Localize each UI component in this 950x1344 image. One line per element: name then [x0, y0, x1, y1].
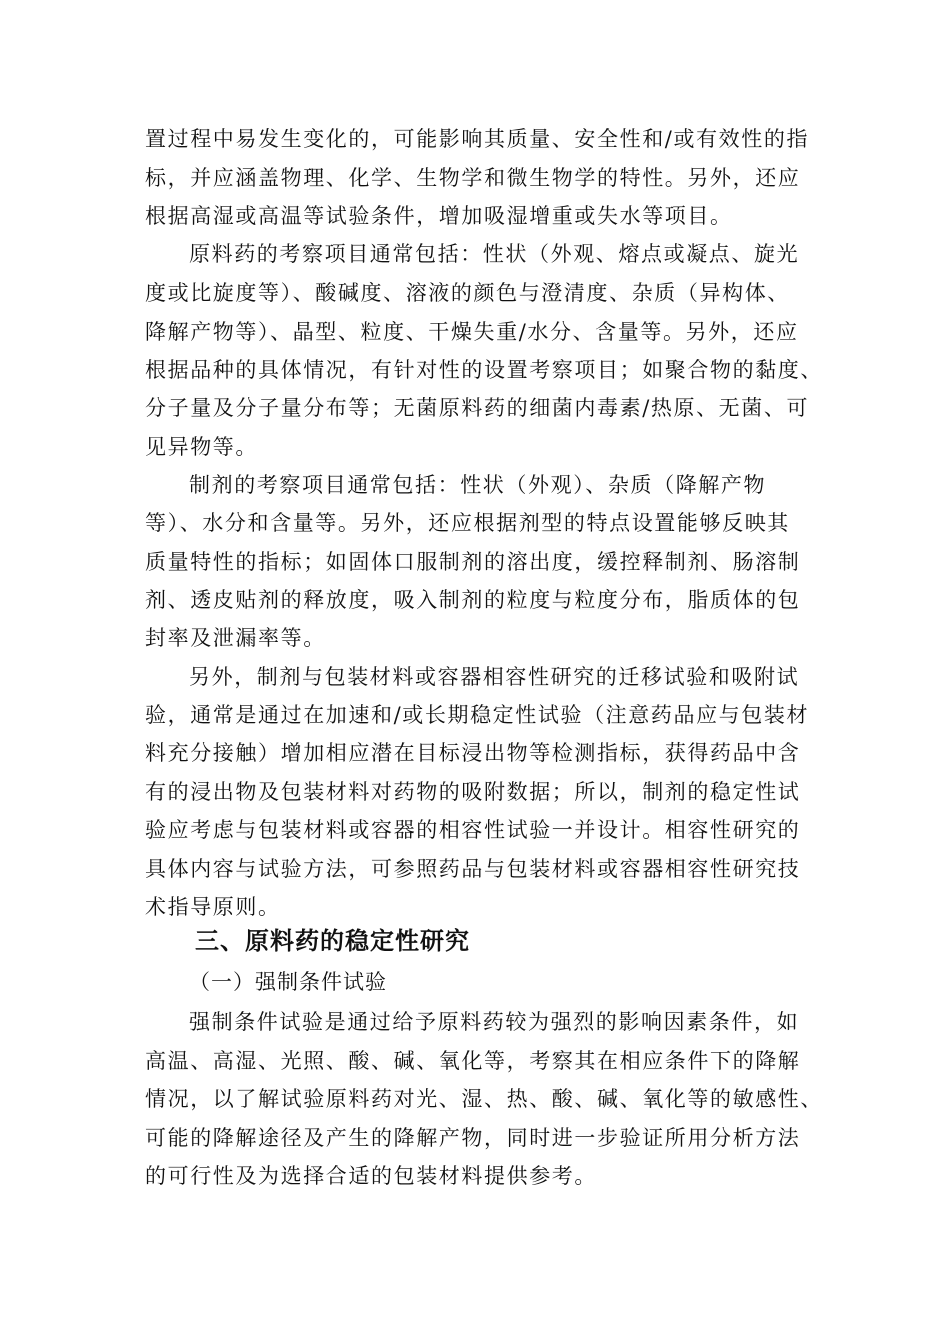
paragraph-2-line-1: 原料药的考察项目通常包括：性状（外观、熔点或凝点、旋光	[189, 242, 800, 266]
paragraph-1-line-2: 标，并应涵盖物理、化学、生物学和微生物学的特性。另外，还应	[145, 166, 801, 190]
paragraph-4-line-7: 术指导原则。	[145, 895, 281, 919]
paragraph-2-line-2: 度或比旋度等）、酸碱度、溶液的颜色与澄清度、杂质（异构体、	[145, 281, 790, 305]
paragraph-4-line-3: 料充分接触）增加相应潜在目标浸出物等检测指标，获得药品中含	[145, 741, 801, 765]
paragraph-5-line-4: 可能的降解途径及产生的降解产物，同时进一步验证所用分析方法	[145, 1126, 801, 1150]
paragraph-5-line-3: 情况，以了解试验原料药对光、湿、热、酸、碱、氧化等的敏感性、	[145, 1087, 823, 1111]
paragraph-2-line-5: 分子量及分子量分布等；无菌原料药的细菌内毒素/热原、无菌、可	[145, 396, 810, 420]
subsection-heading: （一）强制条件试验	[189, 970, 387, 994]
paragraph-2-line-3: 降解产物等）、晶型、粒度、干燥失重/水分、含量等。另外，还应	[145, 320, 799, 344]
paragraph-4-line-6: 具体内容与试验方法，可参照药品与包装材料或容器相容性研究技	[145, 857, 801, 881]
paragraph-4-line-2: 验，通常是通过在加速和/或长期稳定性试验（注意药品应与包装材	[145, 703, 810, 727]
paragraph-4-line-1: 另外，制剂与包装材料或容器相容性研究的迁移试验和吸附试	[189, 665, 800, 689]
paragraph-1-line-3: 根据高湿或高温等试验条件，增加吸湿增重或失水等项目。	[145, 204, 733, 228]
paragraph-1-line-1: 置过程中易发生变化的，可能影响其质量、安全性和/或有效性的指	[145, 127, 810, 151]
paragraph-5-line-2: 高温、高湿、光照、酸、碱、氧化等，考察其在相应条件下的降解	[145, 1049, 801, 1073]
paragraph-5-line-1: 强制条件试验是通过给予原料药较为强烈的影响因素条件，如	[189, 1010, 800, 1034]
section-heading: 三、原料药的稳定性研究	[195, 927, 470, 955]
paragraph-3-line-1: 制剂的考察项目通常包括：性状（外观）、杂质（降解产物	[189, 473, 767, 497]
paragraph-2-line-4: 根据品种的具体情况，有针对性的设置考察项目；如聚合物的黏度、	[145, 358, 823, 382]
paragraph-5-line-5: 的可行性及为选择合适的包装材料提供参考。	[145, 1164, 597, 1188]
paragraph-3-line-2: 等）、水分和含量等。另外，还应根据剂型的特点设置能够反映其	[145, 511, 790, 535]
paragraph-4-line-4: 有的浸出物及包装材料对药物的吸附数据；所以，制剂的稳定性试	[145, 780, 801, 804]
paragraph-3-line-4: 剂、透皮贴剂的释放度，吸入制剂的粒度与粒度分布，脂质体的包	[145, 588, 801, 612]
paragraph-4-line-5: 验应考虑与包装材料或容器的相容性试验一并设计。相容性研究的	[145, 818, 801, 842]
paragraph-3-line-3: 质量特性的指标；如固体口服制剂的溶出度，缓控释制剂、肠溶制	[145, 550, 801, 574]
paragraph-2-line-6: 见异物等。	[145, 435, 258, 459]
paragraph-3-line-5: 封率及泄漏率等。	[145, 626, 326, 650]
